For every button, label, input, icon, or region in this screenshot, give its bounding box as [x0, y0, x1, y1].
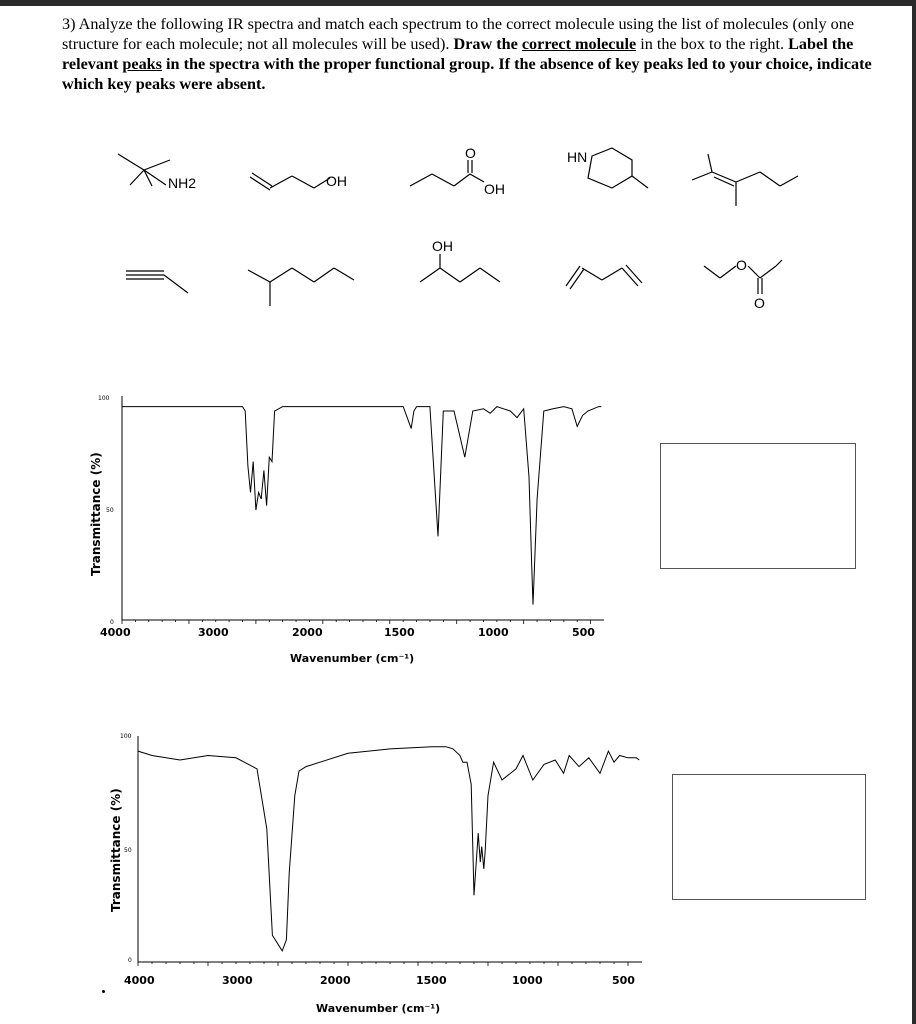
x-tick-1500-2: 1500 — [416, 974, 447, 987]
molecule-tert-butylamine — [118, 154, 196, 191]
y-tick-100-2: 100 — [120, 733, 132, 740]
x-tick-500-2: 500 — [612, 974, 635, 987]
molecule-list — [0, 130, 916, 330]
molecule-trisubstituted-alkene — [692, 154, 798, 206]
x-tick-3000-2: 3000 — [222, 974, 253, 987]
window-top-border — [0, 0, 916, 6]
x-tick-3000-1: 3000 — [198, 626, 229, 639]
x-axis-label-1: Wavenumber (cm⁻¹) — [290, 652, 415, 665]
label-o-acid: O — [465, 145, 476, 161]
x-tick-500-1: 500 — [572, 626, 595, 639]
y-axis-label-1: Transmittance (%) — [89, 452, 103, 576]
question-label-emphasis: peaks — [122, 55, 162, 73]
spectrum-2-trace — [138, 747, 639, 951]
label-hn: HN — [567, 149, 588, 165]
molecule-ester — [704, 257, 782, 311]
label-o-ester-carbonyl: O — [754, 295, 765, 311]
y-tick-50-2: 50 — [124, 847, 132, 854]
label-oh-allyl: OH — [326, 173, 347, 189]
x-tick-1000-2: 1000 — [512, 974, 543, 987]
stray-dot — [102, 990, 105, 993]
spectrum-1-trace — [122, 407, 601, 605]
x-tick-2000-1: 2000 — [292, 626, 323, 639]
label-o-ester-ring: O — [736, 257, 747, 273]
question-text — [62, 14, 892, 94]
x-axis-label-2: Wavenumber (cm⁻¹) — [316, 1002, 441, 1015]
x-tick-1500-1: 1500 — [384, 626, 415, 639]
molecule-methylpentane — [248, 268, 354, 306]
molecule-butyne — [126, 271, 188, 293]
molecule-pentadiene — [566, 265, 642, 289]
question-label-tail: in the spectra with the proper functional group. If the absence of key peaks led to your choice, indicate which key peaks were absent. — [62, 55, 872, 93]
y-tick-50-1: 50 — [106, 507, 114, 514]
y-axis-label-2: Transmittance (%) — [109, 788, 123, 912]
molecule-methylpiperidine — [567, 148, 648, 188]
x-tick-4000-1: 4000 — [100, 626, 131, 639]
question-draw-prefix: Draw the — [453, 35, 518, 53]
y-tick-100-1: 100 — [98, 395, 110, 402]
answer-box-1[interactable] — [660, 443, 856, 569]
label-oh-alcohol: OH — [432, 238, 453, 254]
y-tick-0-2: 0 — [128, 957, 132, 964]
question-draw-emphasis: correct molecule — [521, 35, 637, 53]
molecule-butenol — [250, 173, 347, 190]
x-tick-2000-2: 2000 — [320, 974, 351, 987]
question-draw-tail: in the box to the right. — [640, 35, 785, 53]
label-oh-acid: OH — [484, 181, 505, 197]
label-nh2: NH2 — [168, 175, 197, 191]
x-tick-4000-2: 4000 — [124, 974, 155, 987]
x-tick-1000-1: 1000 — [478, 626, 509, 639]
molecule-butanoic-acid — [410, 145, 505, 197]
molecule-secondary-alcohol — [420, 238, 500, 282]
question-instruction: Analyze the following IR spectra and match each spectrum to the correct molecule using the list of molecules (only one structure for each molecule; not all molecules will be used). — [62, 15, 855, 53]
y-tick-0-1: 0 — [110, 619, 114, 626]
question-label-prefix: Label the relevant — [62, 35, 854, 73]
answer-box-2[interactable] — [672, 774, 866, 900]
question-number: 3) — [62, 15, 76, 33]
